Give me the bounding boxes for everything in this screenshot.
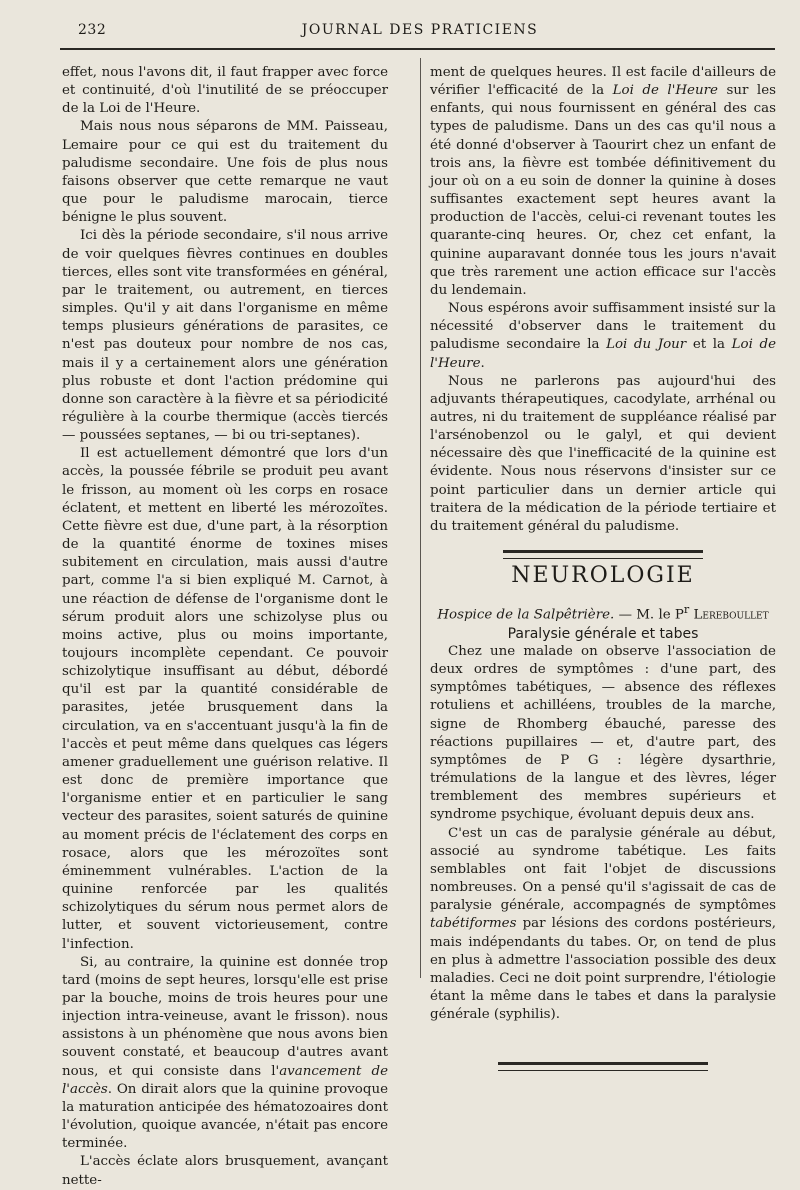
text-run: Nous espérons avoir suffisamment insisté sur la nécessité d'observer dans le traitement du paludisme secondaire la	[430, 301, 776, 353]
text-run: C'est un cas de paralysie générale au début, associé au syndrome tabétique. Les faits semblables ont fait l'objet de discussions nombreuses. On a pensé qu'il s'agissait de cas de paralysie générale, accompagnés de symptômes	[430, 825, 776, 914]
italic-text: tabétiformes	[430, 916, 517, 932]
paragraph	[430, 300, 776, 373]
left-column	[62, 64, 388, 1190]
journal-title: JOURNAL DES PRATICIENS	[301, 22, 539, 38]
text-run: Si, au contraire, la quinine est donnée trop tard (moins de sept heures, lorsqu'elle est prise par la bouche, moins de trois heures pour une injection intra-veineuse, avant le frisson). nous assistons à un phénomène que nous avons bien souvent constaté, et beaucoup d'autres avant nous, et qui consiste dans l'	[62, 954, 388, 1079]
paragraph	[430, 64, 776, 300]
paragraph: Il est actuellement démontré que lors d'un accès, la poussée fébrile se produit peu avant le frisson, au moment où les corps en rosace éclatent, et mettent en liberté les mérozoïtes. Cette fièvre est due, d'une part, à la résorption de la quantité énorme de toxines mises subitement en circulation, mais aussi d'autre part, comme l'a si bien expliqué M. Carnot, à une réaction de défense de l'organisme dont le sérum produit alors une schizolyse plus ou moins active, plus ou moins importante, toujours incomplète cependant. Ce pouvoir schizolytique insuffisant au début, débordé qu'il est par la quantité considérable de parasites, jetée brusquement dans la circulation, va en s'accentuant jusqu'à la fin de l'accès et peut même dans quelques cas légers amener graduellement une guérison relative. Il est donc de première importance que l'organisme entier et en particulier le sang vecteur des parasites, soient saturés de quinine au moment précis de l'éclatement des corps en rosace, alors que les mérozoïtes sont éminemment vulnérables. L'action de la quinine renforcée par les qualités schizolytiques du sérum nous permet alors de lutter, et souvent victorieusement, contre l'infection.	[62, 446, 388, 952]
text-run: ment de quelques heures. Il est facile d'ailleurs de vérifier l'efficacité de la	[430, 65, 776, 99]
paragraph: Nous ne parlerons pas aujourd'hui des adjuvants thérapeutiques, cacodylate, arrhénal ou autres, ni du traitement de suppléance réalisé par l'arsénobenzol ou le galyl, et qui devient nécessaire dès que l'inefficacité de la quinine est évidente. Nous nous réservons d'insister sur ce point particulier dans un dernier article qui traitera de la médication de la période tertiaire et du traitement général du paludisme.	[430, 373, 776, 534]
paragraph: Ici dès la période secondaire, s'il nous arrive de voir quelques fièvres continues en doubles tierces, elles sont vite transformées en général, par le traitement, ou autrement, en tierces simples. Qu'il y ait dans l'organisme en même temps plusieurs générations de parasites, ce n'est pas douteux pour nombre de nos cas, mais il y a certainement alors une génération plus robuste et dont l'action prédomine qui donne son caractère à la fièvre et sa périodicité régulière à la courbe thermique (accès tiercés — poussées septanes, — bi ou tri-septanes).	[62, 228, 388, 444]
paragraph: Mais nous nous séparons de MM. Paisseau, Lemaire pour ce qui est du traitement du paludisme secondaire. Une fois de plus nous faisons observer que cette remarque ne vaut que pour le paludisme marocain, tierce bénigne le plus souvent.	[62, 119, 388, 226]
right-column	[430, 64, 776, 1077]
section-divider	[503, 550, 703, 559]
text-run: sur les enfants, qui nous fournissent en général des cas types de paludisme. Dans un des cas qu'il nous a été donné d'observer à Taourirt chez un enfant de trois ans, la fièvre est tombée définitivement du jour où on a eu soin de donner la quinine à doses suffisantes exactement sept heures avant la production de l'accès, celui-ci revenant toutes les quarante-cinq heures. Or, chez cet enfant, la quinine auparavant donnée tous les jours n'avait que très rarement une action efficace sur l'accès du lendemain.	[430, 83, 776, 298]
italic-text: Loi de l'Heure	[612, 83, 718, 99]
italic-text: Loi de l'Heure	[430, 337, 776, 371]
paragraph: L'accès éclate alors brusquement, avançant nette-	[62, 1154, 388, 1188]
article-subtitle: Paralysie générale et tabes	[507, 625, 699, 642]
text-run: et la	[686, 337, 732, 353]
text-run: par lésions des cordons postérieurs, mais indépendants du tabes. Or, on tend de plus en plus à admettre l'association possible des deux maladies. Ceci ne doit point surprendre, l'étiologie étant la même dans le tabes et dans la paralysie générale (syphilis).	[430, 916, 776, 1023]
byline-text: — M. le P	[614, 607, 684, 623]
paragraph	[62, 954, 388, 1154]
italic-text: Loi du Jour	[606, 337, 687, 353]
byline-author: Lereboullet	[693, 607, 769, 623]
italic-text: avancement de l'accès	[62, 1063, 388, 1097]
paragraph: Chez une malade on observe l'association de deux ordres de symptômes : d'une part, des symptômes tabétiques, — absence des réflexes rotuliens et achilléens, troubles de la marche, signe de Rhomberg ébauché, paresse des réactions pupillaires — et, d'autre part, des symptômes de P G : légère dysarthrie, trémulations de la langue et des lèvres, léger tremblement des membres supérieurs et syndrome psychique, évoluant depuis deux ans.	[430, 644, 776, 823]
end-divider	[498, 1062, 708, 1071]
paragraph	[430, 825, 776, 1025]
text-run: .	[480, 355, 485, 371]
byline	[430, 601, 776, 625]
header-rule	[60, 48, 775, 50]
page-number: 232	[78, 22, 107, 38]
paragraph: effet, nous l'avons dit, il faut frapper avec force et continuité, d'où l'inutilité de se préoccuper de la Loi de l'Heure.	[62, 65, 388, 117]
byline-superscript: r	[683, 603, 690, 617]
column-divider	[420, 58, 421, 978]
section-title: NEUROLOGIE	[511, 563, 695, 589]
text-run: . On dirait alors que la quinine provoque la maturation anticipée des hématozoaires dont l'évolution, quoique avancée, n'était pas encore terminée.	[62, 1081, 388, 1152]
byline-place: Hospice de la Salpêtrière.	[437, 607, 615, 623]
page-header	[60, 22, 780, 42]
